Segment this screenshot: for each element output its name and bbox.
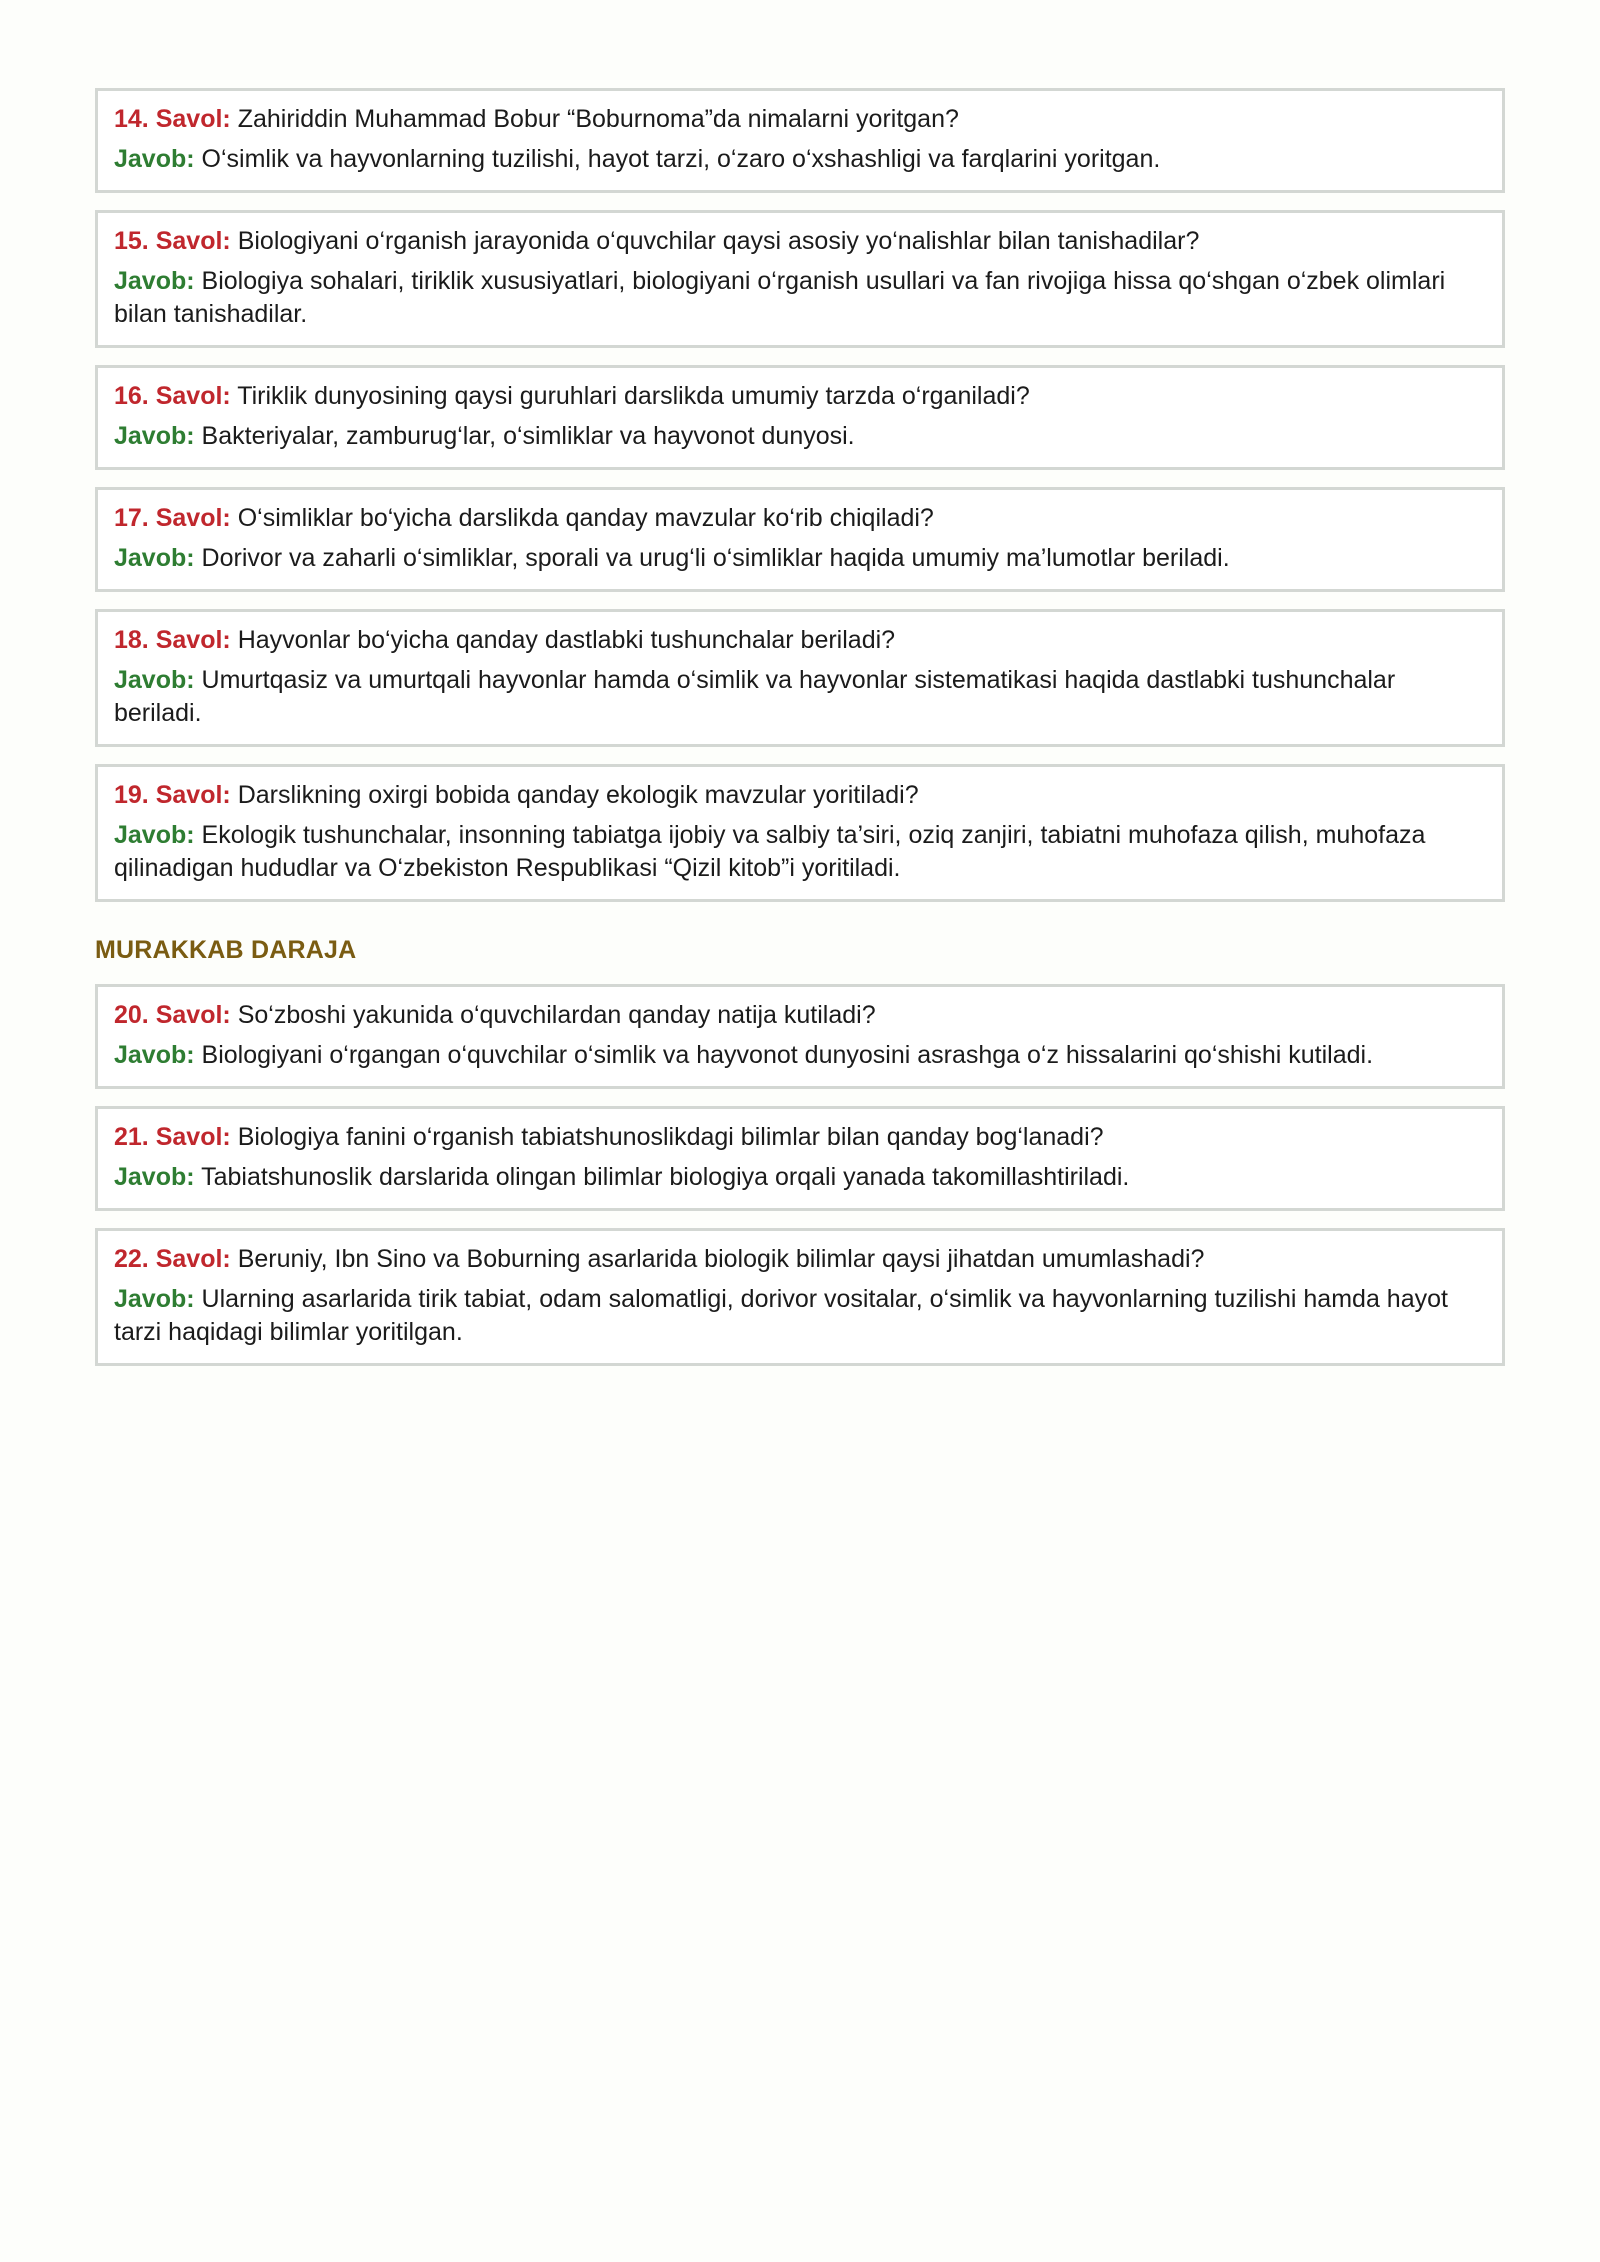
question-line: [114, 502, 1486, 535]
question-label: 19. Savol:: [114, 781, 231, 809]
question-text: O‘simliklar bo‘yicha darslikda qanday mavzular ko‘rib chiqiladi?: [237, 504, 934, 532]
question-line: [114, 999, 1486, 1032]
answer-text: Biologiya sohalari, tiriklik xususiyatlari, biologiyani o‘rganish usullari va fan rivojiga hissa qo‘shgan o‘zbek olimlari bilan tanishadilar.: [114, 267, 1446, 328]
qa-card-17: [95, 487, 1505, 592]
question-line: [114, 1121, 1486, 1154]
answer-label: Javob:: [114, 145, 195, 173]
answer-text: Ekologik tushunchalar, insonning tabiatga ijobiy va salbiy ta’siri, oziq zanjiri, tabiatni muhofaza qilish, muhofaza qilinadigan hududlar va O‘zbekiston Respublikasi “Qizil kitob”i yoritiladi.: [114, 821, 1426, 882]
qa-card-21: [95, 1106, 1505, 1211]
question-label: 14. Savol:: [114, 105, 231, 133]
answer-text: Biologiyani o‘rgangan o‘quvchilar o‘simlik va hayvonot dunyosini asrashga o‘z hissalarini qo‘shishi kutiladi.: [201, 1041, 1374, 1069]
answer-line: [114, 819, 1486, 885]
answer-text: Dorivor va zaharli o‘simliklar, sporali va urug‘li o‘simliklar haqida umumiy ma’lumotlar beriladi.: [201, 544, 1230, 572]
answer-text: Ularning asarlarida tirik tabiat, odam salomatligi, dorivor vositalar, o‘simlik va hayvonlarning tuzilishi hamda hayot tarzi haqidagi bilimlar yoritilgan.: [114, 1285, 1448, 1346]
answer-line: [114, 420, 1486, 453]
answer-line: [114, 664, 1486, 730]
answer-text: Umurtqasiz va umurtqali hayvonlar hamda o‘simlik va hayvonlar sistematikasi haqida dastlabki tushunchalar beriladi.: [114, 666, 1396, 727]
qa-card-18: [95, 609, 1505, 747]
question-text: Beruniy, Ibn Sino va Boburning asarlarida biologik bilimlar qaysi jihatdan umumlashadi?: [237, 1245, 1205, 1273]
answer-text: Tabiatshunoslik darslarida olingan bilimlar biologiya orqali yanada takomillashtiriladi.: [201, 1163, 1130, 1191]
answer-label: Javob:: [114, 544, 195, 572]
question-label: 21. Savol:: [114, 1123, 231, 1151]
qa-card-22: [95, 1228, 1505, 1366]
qa-card-15: [95, 210, 1505, 348]
question-text: So‘zboshi yakunida o‘quvchilardan qanday natija kutiladi?: [237, 1001, 876, 1029]
answer-line: [114, 542, 1486, 575]
answer-label: Javob:: [114, 666, 195, 694]
question-label: 15. Savol:: [114, 227, 231, 255]
section-heading: MURAKKAB DARAJA: [95, 936, 357, 964]
answer-label: Javob:: [114, 1041, 195, 1069]
qa-card-16: [95, 365, 1505, 470]
question-label: 17. Savol:: [114, 504, 231, 532]
question-text: Darslikning oxirgi bobida qanday ekologik mavzular yoritiladi?: [237, 781, 919, 809]
question-text: Biologiya fanini o‘rganish tabiatshunoslikdagi bilimlar bilan qanday bog‘lanadi?: [237, 1123, 1104, 1151]
question-label: 20. Savol:: [114, 1001, 231, 1029]
answer-line: [114, 265, 1486, 331]
question-text: Hayvonlar bo‘yicha qanday dastlabki tushunchalar beriladi?: [237, 626, 896, 654]
answer-text: Bakteriyalar, zamburug‘lar, o‘simliklar va hayvonot dunyosi.: [201, 422, 855, 450]
question-label: 18. Savol:: [114, 626, 231, 654]
question-label: 16. Savol:: [114, 382, 231, 410]
question-text: Tiriklik dunyosining qaysi guruhlari darslikda umumiy tarzda o‘rganiladi?: [237, 382, 1030, 410]
question-line: [114, 624, 1486, 657]
answer-line: [114, 1039, 1486, 1072]
question-line: [114, 380, 1486, 413]
answer-label: Javob:: [114, 1163, 195, 1191]
answer-line: [114, 143, 1486, 176]
question-line: [114, 225, 1486, 258]
answer-text: O‘simlik va hayvonlarning tuzilishi, hayot tarzi, o‘zaro o‘xshashligi va farqlarini yoritgan.: [201, 145, 1161, 173]
question-line: [114, 103, 1486, 136]
answer-label: Javob:: [114, 1285, 195, 1313]
document-page: [95, 88, 1505, 1383]
qa-card-14: [95, 88, 1505, 193]
question-text: Zahiriddin Muhammad Bobur “Boburnoma”da nimalarni yoritgan?: [237, 105, 959, 133]
question-text: Biologiyani o‘rganish jarayonida o‘quvchilar qaysi asosiy yo‘nalishlar bilan tanishadilar?: [237, 227, 1200, 255]
answer-label: Javob:: [114, 422, 195, 450]
question-line: [114, 1243, 1486, 1276]
answer-line: [114, 1161, 1486, 1194]
answer-label: Javob:: [114, 821, 195, 849]
answer-label: Javob:: [114, 267, 195, 295]
qa-card-19: [95, 764, 1505, 902]
answer-line: [114, 1283, 1486, 1349]
question-line: [114, 779, 1486, 812]
question-label: 22. Savol:: [114, 1245, 231, 1273]
qa-card-20: [95, 984, 1505, 1089]
